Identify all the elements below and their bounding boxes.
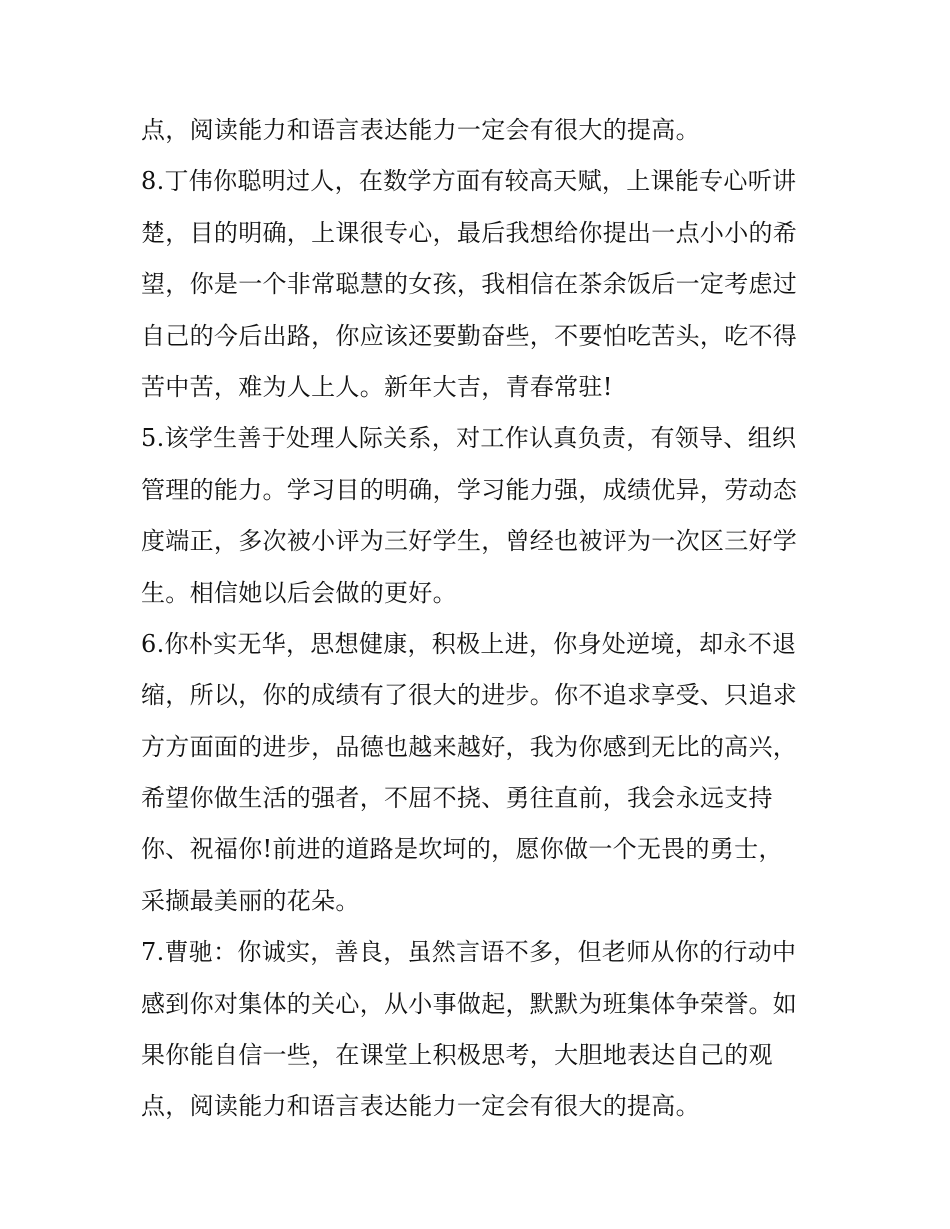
text-line: 管理的能力。学习目的明确，学习能力强，成绩优异，劳动态 xyxy=(141,475,798,504)
text-line: 望，你是一个非常聪慧的女孩，我相信在茶余饭后一定考虑过 xyxy=(141,270,798,299)
text-line: 自己的今后出路，你应该还要勤奋些，不要怕吃苦头，吃不得 xyxy=(141,321,798,350)
text-line: 苦中苦，难为人上人。新年大吉，青春常驻! xyxy=(141,372,613,401)
text-line: 希望你做生活的强者，不屈不挠、勇往直前，我会永远支持 xyxy=(141,784,773,813)
text-line: 6.你朴实无华，思想健康，积极上进，你身处逆境，却永不退 xyxy=(141,629,797,658)
text-line: 方方面面的进步，品德也越来越好，我为你感到无比的高兴， xyxy=(141,732,798,761)
text-line: 楚，目的明确，上课很专心，最后我想给你提出一点小小的希 xyxy=(141,218,798,247)
text-line: 感到你对集体的关心，从小事做起，默默为班集体争荣誉。如 xyxy=(141,989,798,1018)
text-line: 8.丁伟你聪明过人，在数学方面有较高天赋，上课能专心听讲 xyxy=(141,167,797,196)
text-line: 点，阅读能力和语言表达能力一定会有很大的提高。 xyxy=(141,1092,700,1121)
text-line: 果你能自信一些，在课堂上积极思考，大胆地表达自己的观 xyxy=(141,1041,773,1070)
text-line: 度端正，多次被小评为三好学生，曾经也被评为一次区三好学 xyxy=(141,527,798,556)
text-line: 你、祝福你!前进的道路是坎坷的，愿你做一个无畏的勇士， xyxy=(141,835,783,864)
text-line: 生。相信她以后会做的更好。 xyxy=(141,578,457,607)
document-body xyxy=(141,105,821,1133)
text-line: 7.曹驰：你诚实，善良，虽然言语不多，但老师从你的行动中 xyxy=(141,938,797,967)
text-line: 点，阅读能力和语言表达能力一定会有很大的提高。 xyxy=(141,116,700,144)
text-line: 采撷最美丽的花朵。 xyxy=(141,886,360,915)
text-line: 缩，所以，你的成绩有了很大的进步。你不追求享受、只追求 xyxy=(141,681,798,710)
text-line: 5.该学生善于处理人际关系，对工作认真负责，有领导、组织 xyxy=(141,424,797,453)
